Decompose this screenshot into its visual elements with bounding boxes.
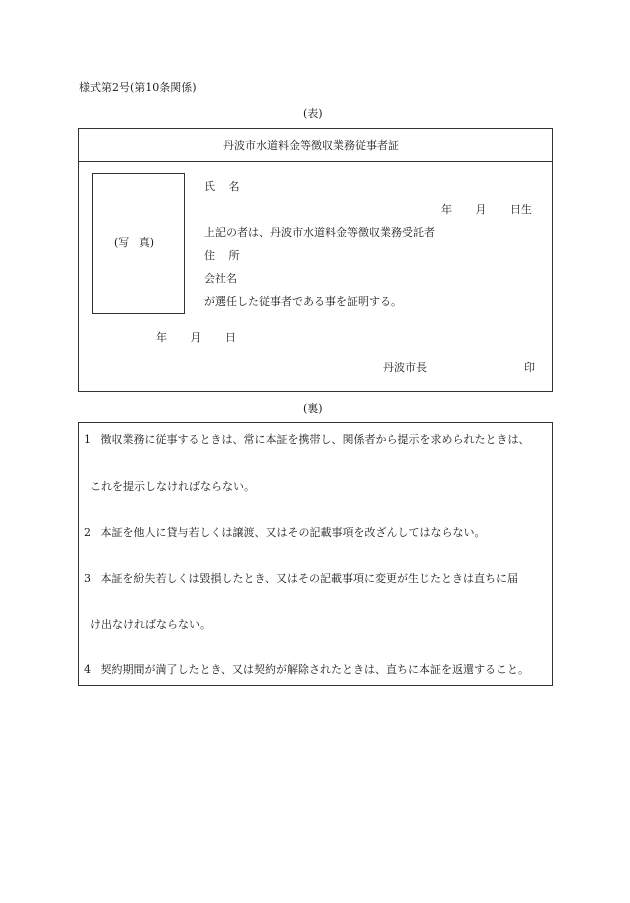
- back-card: [78, 422, 553, 686]
- back-side-label: (裏): [303, 402, 323, 415]
- statement-contractor: 上記の者は、丹波市水道料金等徴収業務受託者: [204, 226, 435, 239]
- address-label: 住 所: [204, 249, 240, 262]
- form-number: 様式第2号(第10条関係): [79, 81, 197, 94]
- back-item-3-cont: け出なければならない。: [90, 618, 211, 631]
- seal-mark: 印: [524, 361, 535, 374]
- front-title-divider: [78, 161, 553, 162]
- photo-label: (写 真): [114, 236, 155, 249]
- card-title: 丹波市水道料金等徴収業務従事者証: [223, 139, 399, 152]
- back-item-1: 1 徴収業務に従事するときは、常に本証を携帯し、関係者から提示を求められたときは、: [84, 433, 530, 446]
- birth-date-line: 年 月 日生: [441, 203, 532, 216]
- issuer: 丹波市長: [383, 361, 427, 374]
- name-label: 氏 名: [204, 180, 240, 193]
- issue-date: 年 月 日: [156, 331, 236, 344]
- back-item-4: 4 契約期間が満了したとき、又は契約が解除されたときは、直ちに本証を返還すること。: [84, 663, 530, 676]
- front-side-label: (表): [303, 107, 323, 120]
- back-item-1-cont: これを提示しなければならない。: [90, 480, 255, 493]
- back-item-3: 3 本証を紛失若しくは毀損したとき、又はその記載事項に変更が生じたときは直ちに届: [84, 572, 519, 585]
- back-item-2: 2 本証を他人に貸与若しくは譲渡、又はその記載事項を改ざんしてはならない。: [84, 526, 486, 539]
- company-label: 会社名: [204, 272, 237, 285]
- statement-certification: が選任した従事者である事を証明する。: [204, 295, 402, 308]
